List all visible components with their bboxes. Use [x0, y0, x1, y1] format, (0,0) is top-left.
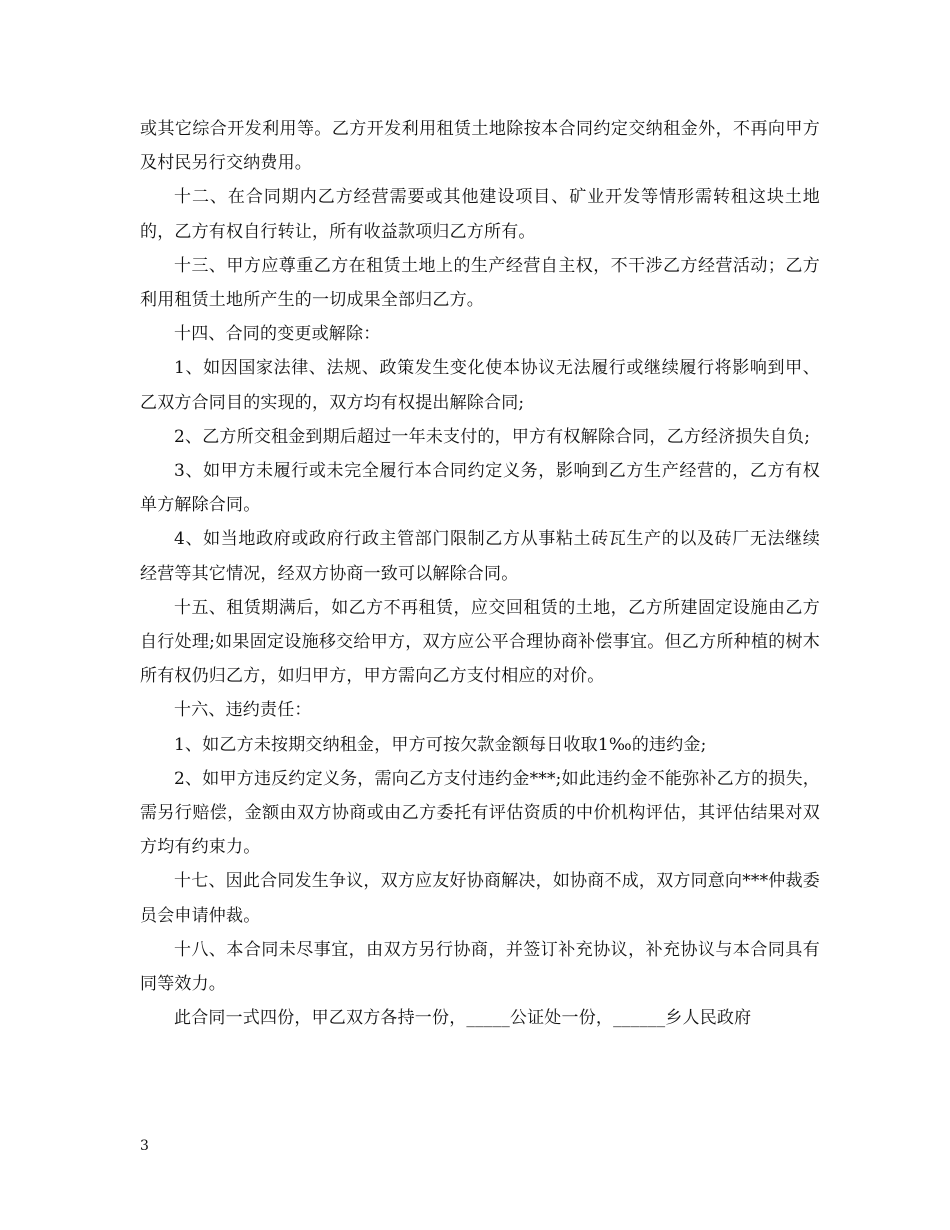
paragraph-article-16-item-2: 2、如甲方违反约定义务，需向乙方支付违约金***;如此违约金不能弥补乙方的损失，需另行赔偿，金额由双方协商或由乙方委托有评估资质的中价机构评估，其评估结果对双方均有约束力。: [140, 768, 820, 858]
paragraph-continuation: 或其它综合开发利用等。乙方开发利用租赁土地除按本合同约定交纳租金外，不再向甲方及村民另行交纳费用。: [140, 119, 820, 174]
paragraph-article-18: 十八、本合同未尽事宜，由双方另行协商，并签订补充协议，补充协议与本合同具有同等效力。: [140, 939, 820, 995]
paragraph-article-14-item-2: 2、乙方所交租金到期后超过一年未支付的，甲方有权解除合同，乙方经济损失自负;: [174, 426, 811, 447]
paragraph-article-17: 十七、因此合同发生争议，双方应友好协商解决，如协商不成，双方同意向***仲裁委员会申请仲裁。: [140, 871, 820, 926]
paragraph-article-15: 十五、租赁期满后，如乙方不再租赁，应交回租赁的土地，乙方所建固定设施由乙方自行处理;如果固定设施移交给甲方，双方应公平合理协商补偿事宜。但乙方所种植的树木所有权仍归乙方，如归甲方，甲方需向乙方支付相应的对价。: [140, 597, 820, 687]
paragraph-article-14-item-3: 3、如甲方未履行或未完全履行本合同约定义务，影响到乙方生产经营的，乙方有权单方解除合同。: [140, 461, 820, 516]
paragraph-article-16-item-1: 1、如乙方未按期交纳租金，甲方可按欠款金额每日收取1‰的违约金;: [174, 734, 707, 755]
paragraph-article-12: 十二、在合同期内乙方经营需要或其他建设项目、矿业开发等情形需转租这块土地的，乙方有权自行转让，所有收益款项归乙方所有。: [140, 187, 820, 242]
page-number: 3: [140, 1138, 149, 1154]
paragraph-article-14-item-4: 4、如当地政府或政府行政主管部门限制乙方从事粘土砖瓦生产的以及砖厂无法继续经营等其它情况，经双方协商一致可以解除合同。: [140, 529, 820, 584]
paragraph-article-14-item-1: 1、如因国家法律、法规、政策发生变化使本协议无法履行或继续履行将影响到甲、乙双方合同目的实现的，双方均有权提出解除合同;: [140, 358, 820, 413]
paragraph-copies-clause: 此合同一式四份，甲乙双方各持一份，_____公证处一份，______乡人民政府: [174, 1008, 752, 1029]
paragraph-article-13: 十三、甲方应尊重乙方在租赁土地上的生产经营自主权，不干涉乙方经营活动；乙方利用租赁土地所产生的一切成果全部归乙方。: [140, 255, 820, 311]
paragraph-article-14-heading: 十四、合同的变更或解除：: [174, 324, 381, 345]
paragraph-article-16-heading: 十六、违约责任：: [174, 700, 312, 721]
document-body: [140, 112, 820, 1035]
